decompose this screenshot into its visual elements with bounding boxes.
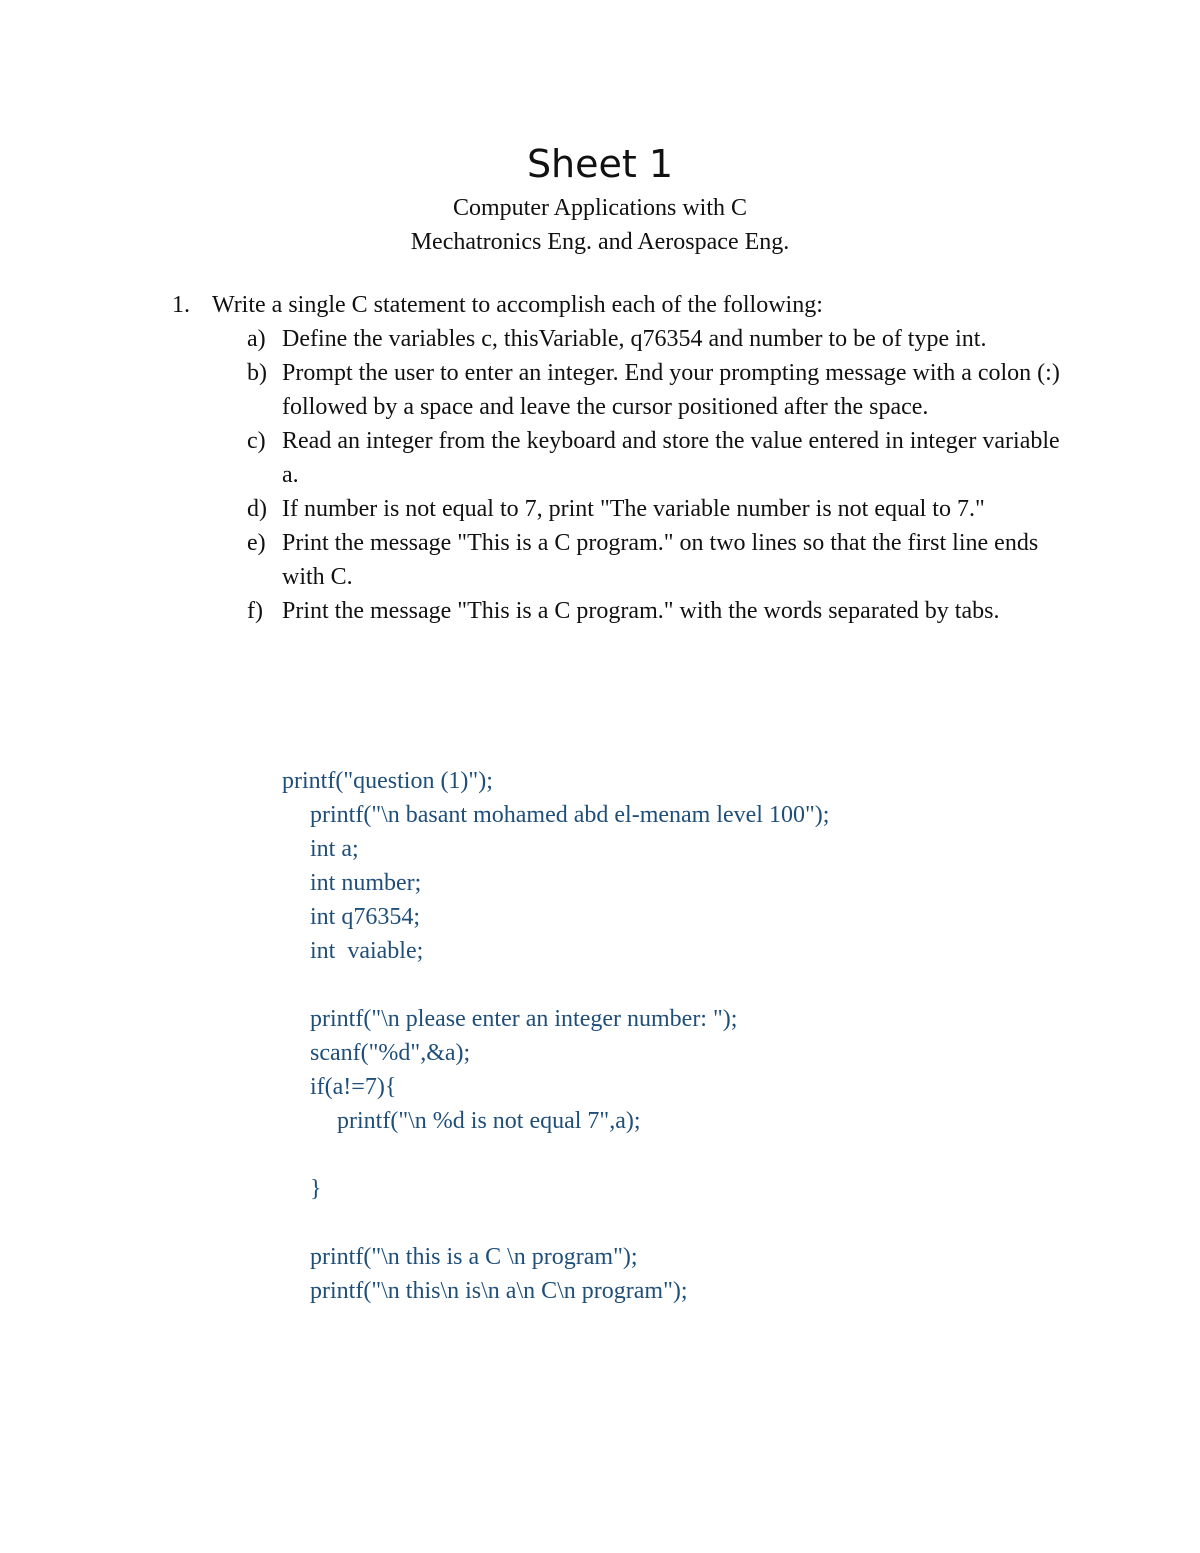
sub-question-c	[0, 424, 1200, 492]
item-letter: b)	[247, 360, 267, 386]
department-line: Mechatronics Eng. and Aerospace Eng.	[410, 229, 790, 255]
item-text: If number is not equal to 7, print "The variable number is not equal to 7."	[282, 496, 985, 522]
sub-question-b	[0, 356, 1200, 424]
code-line: int number;	[310, 870, 422, 896]
item-letter: d)	[247, 496, 267, 522]
item-letter: e)	[247, 530, 266, 556]
code-line: printf("\n this is a C \n program");	[310, 1244, 638, 1270]
item-text: Define the variables c, thisVariable, q76354 and number to be of type int.	[282, 326, 987, 352]
blank-code-line	[0, 1206, 1200, 1240]
sub-question-e	[0, 526, 1200, 594]
code-line: scanf("%d",&a);	[310, 1040, 471, 1066]
blank-code-line	[0, 1138, 1200, 1172]
code-line: if(a!=7){	[310, 1074, 397, 1100]
item-letter: a)	[247, 326, 266, 352]
answer-code-block	[0, 764, 1200, 1308]
course-title: Computer Applications with C	[453, 195, 747, 221]
code-line: int q76354;	[310, 904, 421, 930]
sheet-title: Sheet 1	[526, 142, 674, 186]
code-line: int a;	[310, 836, 359, 862]
item-letter: f)	[247, 598, 263, 624]
code-line: int vaiable;	[310, 938, 424, 964]
code-line: printf("\n basant mohamed abd el-menam level 100");	[310, 802, 830, 828]
sub-question-list	[0, 322, 1200, 628]
code-line: printf("\n this\n is\n a\n C\n program");	[310, 1278, 688, 1304]
code-line: printf("\n %d is not equal 7",a);	[337, 1108, 641, 1134]
item-text: Print the message "This is a C program." with the words separated by tabs.	[282, 598, 1000, 624]
code-line: printf("question (1)");	[282, 768, 493, 794]
question-number: 1.	[172, 292, 190, 318]
sub-question-d	[0, 492, 1200, 526]
code-line: }	[310, 1176, 322, 1202]
item-text: Print the message "This is a C program." on two lines so that the first line ends with C.	[282, 530, 1039, 590]
item-letter: c)	[247, 428, 266, 454]
sub-question-a	[0, 322, 1200, 356]
blank-code-line	[0, 968, 1200, 1002]
code-line: printf("\n please enter an integer number: ");	[310, 1006, 738, 1032]
sub-question-f	[0, 594, 1200, 628]
item-text: Read an integer from the keyboard and store the value entered in integer variable a.	[282, 428, 1060, 488]
question-prompt: Write a single C statement to accomplish each of the following:	[212, 292, 823, 318]
item-text: Prompt the user to enter an integer. End your prompting message with a colon (:) followed by a space and leave the cursor positioned after the space.	[282, 360, 1060, 420]
